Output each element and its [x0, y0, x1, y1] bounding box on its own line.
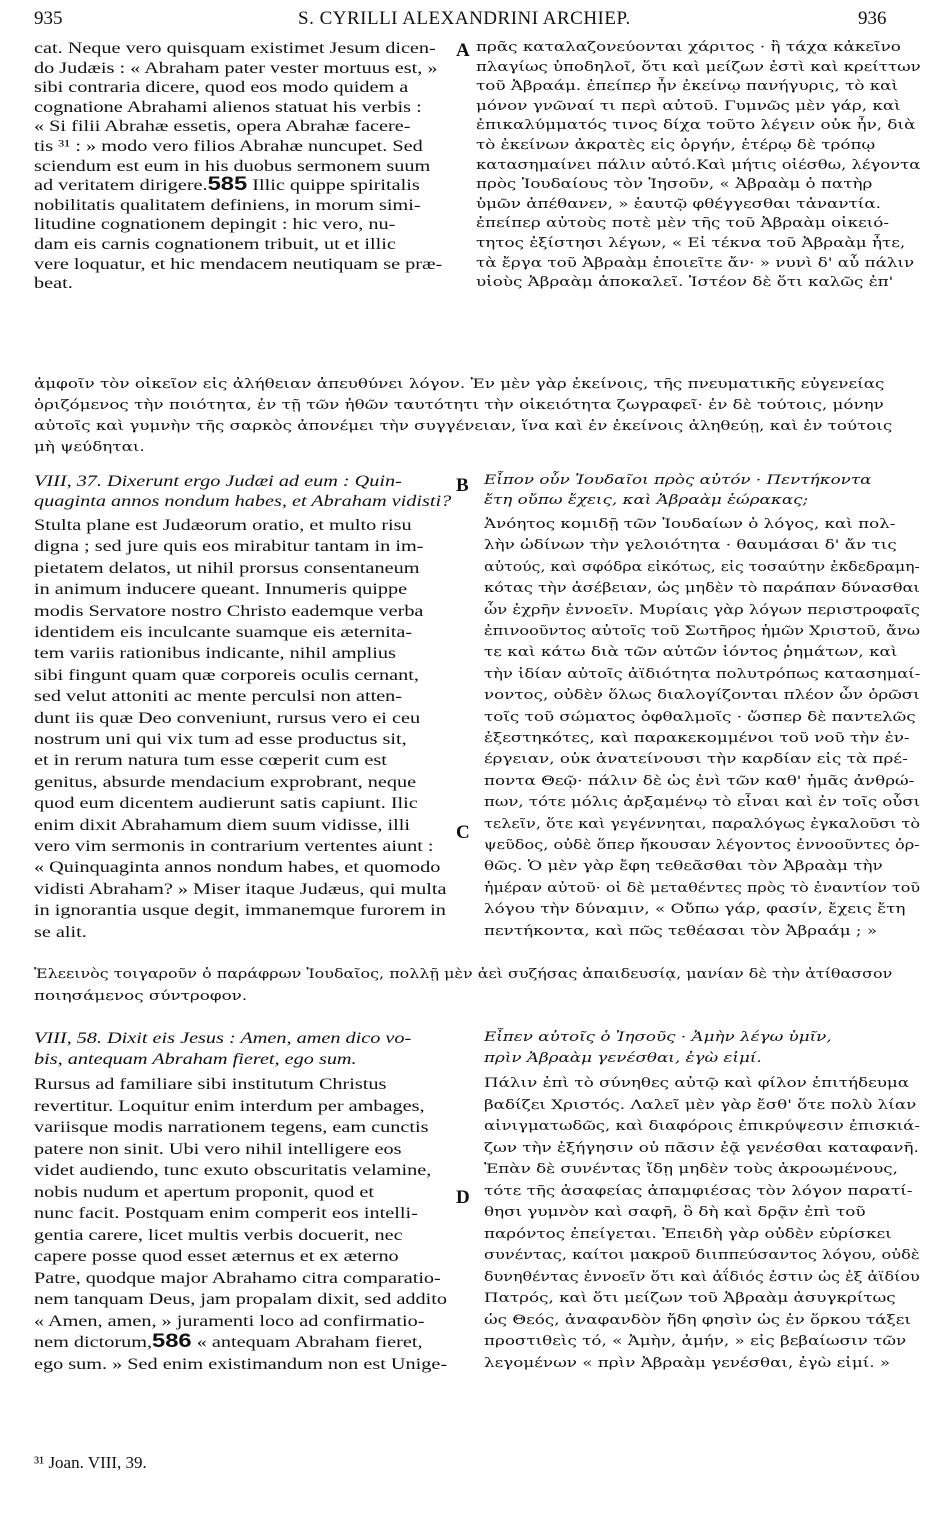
latin-line: capere posse quod esset æternus et ex æterno: [34, 1247, 399, 1265]
running-title: S. CYRILLI ALEXANDRINI ARCHIEP.: [298, 8, 631, 29]
greek-line: πλαγίως ὑποδηλοῖ, ὅτι καὶ μείζων ἐστὶ καὶ κρείττων: [476, 59, 921, 75]
margin-number: 585: [207, 174, 248, 196]
latin-line: sciendum est eum in his duobus sermonem suum: [34, 156, 431, 175]
greek-full-line: ὁριζόμενος τὴν ποιότητα, ἐν τῇ τῶν ἠθῶν ταυτότητι τὴν οἰκειότητα ζωγραφεῖ· ἐν δὲ τούτοις, μόνην: [34, 398, 884, 413]
greek-full-line: ἀμφοῖν τὸν οἰκεῖον εἰς ἀλήθειαν ἀπευθύνει λόγον. Ἐν μὲν γὰρ ἐκείνοις, τῆς πνευματικῆς εὐγενείας: [34, 377, 885, 392]
greek-line: πρᾶς καταλαζονεύονται χάριτος · ἢ τάχα κἀκεῖνο: [476, 40, 901, 55]
latin-line: modis Servatore nostro Christo eademque verba: [34, 601, 424, 620]
greek-line: υἱοὺς Ἀβραὰμ ἀποκαλεῖ. Ἰστέον δὲ ὅτι καλῶς ἐπ': [476, 275, 894, 291]
latin-line: se alit.: [34, 922, 87, 941]
greek-line: ζων τὴν ἐξήγησιν οὐ πᾶσιν ἐᾷ γενέσθαι καταφανῆ.: [484, 1140, 919, 1156]
section-marker-d: D: [456, 1187, 470, 1208]
latin-line: sibi fingunt quam quæ corporeis oculis cernant,: [34, 665, 419, 684]
page-number-right: 936: [858, 8, 887, 29]
greek-line: πων, τότε μόλις ἀρξαμένῳ τὸ εἶναι καὶ ἐν τοῖς οὖσι: [484, 795, 921, 811]
greek-line: Ἀνόητος κομιδῇ τῶν Ἰουδαίων ὁ λόγος, καὶ πολ-: [484, 517, 896, 532]
latin-line: videt audiendo, tunc exuto obscuritatis velamine,: [34, 1161, 432, 1179]
section-marker-c: C: [456, 822, 470, 843]
greek-line: ἐπινοοῦντος αὐτοῖς τοῦ Σωτῆρος ἡμῶν Χριστοῦ, ἄνω: [484, 624, 920, 639]
latin-line: nobilitatis qualitatem definiens, in morum simi-: [34, 195, 421, 214]
latin-line: tis ³¹ : » modo vero filios Abrahæ nuncupet. Sed: [34, 137, 423, 155]
greek-line: έργειαν, οὐκ ἀνατείνουσι τὴν καρδίαν εἰς τὰ πρέ-: [484, 752, 908, 768]
page-number-left: 935: [34, 8, 63, 29]
latin-line: vere loquatur, et hic mendacem neutiquam se præ-: [34, 254, 443, 273]
greek-line: αὐτούς, καὶ σφόδρα εἰκότως, εἰς τοσαύτην ἐκδεδραμη-: [484, 559, 920, 575]
latin-line: in animum inducere queant. Innumeris quippe: [34, 580, 408, 599]
latin-line: nem tanquam Deus, jam propalam dixit, sed addito: [34, 1290, 448, 1308]
section-marker-a: A: [456, 40, 470, 61]
latin-line: dam eis carnis cognationem tribuit, ut et illic: [34, 235, 396, 253]
greek-line: πεντήκοντα, καὶ πῶς τεθέασαι τὸν Ἀβραάμ ; »: [484, 923, 878, 939]
greek-heading-line: πρὶν Ἀβραὰμ γενέσθαι, ἐγὼ εἰμί.: [484, 1051, 762, 1066]
latin-line: gentia carere, licet multis verbis docuerit, nec: [34, 1225, 403, 1244]
latin-line: Stulta plane est Judæorum oratio, et multo risu: [34, 516, 412, 534]
latin-line: sibi contraria dicere, quod eos modo quidem a: [34, 78, 409, 97]
greek-heading-line: ἔτη οὔπω ἔχεις, καὶ Ἀβραὰμ ἑώρακας;: [484, 492, 809, 508]
latin-line: pietatem delatos, ut nihil prorsus consentaneum: [34, 558, 420, 577]
greek-line: αἰνιγματωδῶς, καὶ διαφόροις ἐπικρύψεσιν ἐπισκιά-: [484, 1119, 920, 1134]
latin-line: enim dixit Abrahamum diem suum vidisse, illi: [34, 815, 410, 834]
greek-line: λόγου τὴν δύναμιν, « Οὔπω γάρ, φασίν, ἔχεις ἔτη: [484, 902, 906, 918]
latin-line: et in rerum natura tum esse cœperit cum est: [34, 751, 387, 770]
greek-line: ἡμέραν αὐτοῦ· οἱ δὲ μεταθέντες πρὸς τὸ ἐναντίον τοῦ: [484, 880, 921, 896]
latin-line: cognatione Abrahami alienos statuat his verbis :: [34, 97, 422, 116]
greek-line: τὰ ἔργα τοῦ Ἀβραὰμ ἐποιεῖτε ἄν· » νυνὶ δ' αὖ πάλιν: [476, 255, 915, 271]
greek-line: προστιθεὶς τό, « Ἀμὴν, ἀμήν, » εἰς βεβαίωσιν τῶν: [484, 1334, 907, 1349]
latin-line: nostrum uni qui vix tum ad esse productus sit,: [34, 730, 407, 748]
greek-line: ὧν ἐχρῆν ἐννοεῖν. Μυρίαις γὰρ λόγων περιστροφαῖς: [484, 602, 920, 618]
latin-line: dunt iis quæ Deo conveniunt, rursus vero ei ceu: [34, 708, 421, 727]
greek-line: τοῖς τοῦ σώματος ὀφθαλμοῖς · ὥσπερ δὲ παντελῶς: [484, 709, 916, 725]
latin-line: cat. Neque vero quisquam existimet Jesum dicen-: [34, 39, 436, 57]
greek-line: λὴν ὠδίνων τὴν γελοιότητα · θαυμάσαι δ' ἄν τις: [484, 538, 897, 554]
latin-line: in ignorantia usque degit, immanemque furorem in: [34, 901, 446, 920]
latin-heading-line: bis, antequam Abraham fieret, ego sum.: [34, 1050, 357, 1068]
greek-line: ποντα Θεῷ· πάλιν δὲ ὡς ἑνὶ τῶν καθ' ἡμᾶς ἀνθρώ-: [484, 773, 915, 789]
greek-line: τὸ ἐκείνων ἀκρατὲς εἰς ὀργήν, ἑτέρῳ δὲ τρόπῳ: [476, 138, 876, 153]
greek-line: Ἐπὰν δὲ συνέντας ἴδῃ μηδὲν τοὺς ἀκροωμένους,: [484, 1162, 899, 1177]
latin-line: nunc facit. Postquam enim comperit eos intelli-: [34, 1204, 418, 1222]
latin-line: tem variis rationibus indicante, nihil amplius: [34, 644, 396, 663]
greek-line: τητος ἐξίστησι λέγων, « Εἰ τέκνα τοῦ Ἀβραὰμ ἦτε,: [476, 236, 906, 251]
greek-full-line: μὴ ψεύδηται.: [34, 440, 145, 455]
margin-number: 586: [152, 1331, 192, 1352]
section-marker-b: B: [456, 475, 469, 496]
latin-line: vero vim sermonis in contrarium vertentes aiunt :: [34, 837, 434, 855]
greek-full-line: ποιησάμενος σύντροφον.: [34, 988, 248, 1004]
greek-full-line: αὐτοῖς καὶ γυμνὴν τῆς σαρκὸς ἀπονέμει τὴν συγγένειαν, ἵνα καὶ ἐν ἐκείνοις ἀληθεύῃ, καὶ ἐν τούτοις: [34, 419, 893, 434]
latin-line: do Judæis : « Abraham pater vester mortuus est, »: [34, 58, 438, 77]
greek-line: πρὸς Ἰουδαίους τὸν Ἰησοῦν, « Ἀβραὰμ ὁ πατὴρ: [476, 177, 873, 193]
greek-line: τότε τῆς ἀσαφείας ἀπαμφιέσας τὸν λόγον παρατί-: [484, 1183, 913, 1199]
latin-line: litudine cognationem depingit : hic vero, nu-: [34, 215, 396, 234]
greek-line: τὴν ἰδίαν αὐτοῖς ἀϊδιότητα πολυτρόπως κατασημαί-: [484, 666, 921, 682]
greek-line: ψεῦδος, οὐδὲ ὅπερ ἤκουσαν λέγοντος ἐννοοῦντες ὀρ-: [484, 838, 920, 853]
latin-line: revertitur. Loquitur enim interdum per ambages,: [34, 1096, 425, 1115]
greek-line: δυνηθέντας ἐννοεῖν ὅτι καὶ ἀΐδιός ἐστιν ὡς ἐξ ἀϊδίου: [484, 1269, 920, 1285]
greek-heading-line: Εἶπεν αὐτοῖς ὁ Ἰησοῦς · Ἀμὴν λέγω ὑμῖν,: [484, 1030, 832, 1045]
latin-heading-line: quaginta annos nondum habes, et Abraham vidisti?: [34, 491, 452, 510]
latin-heading-line: VIII, 37. Dixerunt ergo Judæi ad eum : Quin-: [34, 472, 402, 490]
latin-line: identidem eis inculcante suamque eis æternita-: [34, 623, 413, 641]
latin-line: « Si filii Abrahæ essetis, opera Abrahæ facere-: [34, 117, 411, 136]
greek-line: ὡς Θεός, ἀναφανδὸν ἤδη φησὶν ὡς ἐν ὅρκου τάξει: [484, 1312, 911, 1328]
greek-line: λεγομένων « πρὶν Ἀβραὰμ γενέσθαι, ἐγὼ εἰμί. »: [484, 1355, 891, 1371]
greek-line: κότας τὴν ἀσέβειαν, ὡς μηδὲν τὸ παράπαν δύνασθαι: [484, 581, 920, 597]
greek-line: συνέντας, καίτοι μακροῦ διιππεύσαντος λόγου, οὐδὲ: [484, 1248, 920, 1263]
latin-line: « Quinquaginta annos nondum habes, et quomodo: [34, 858, 441, 877]
greek-line: ἐξεστηκότες, καὶ παρακεκομμένοι τοῦ νοῦ τὴν ἐν-: [484, 731, 910, 746]
latin-heading-line: VIII, 58. Dixit eis Jesus : Amen, amen dico vo-: [34, 1029, 412, 1047]
greek-line: μόνον γνῶναί τι περὶ αὐτοῦ. Γυμνῶς μὲν γάρ, καὶ: [476, 98, 901, 114]
greek-line: νοντος, οὐδὲν ὅλως διαλογίζονται πλέον ὧν ὁρῶσι: [484, 688, 920, 704]
latin-line: beat.: [34, 274, 73, 293]
greek-heading-line: Εἶπον οὖν Ἰουδαῖοι πρὸς αὐτόν · Πεντήκοντα: [484, 473, 872, 488]
latin-line: digna ; sed jure quis eos mirabitur tantam in im-: [34, 537, 424, 556]
greek-line: Πατρός, καὶ ὅτι μείζων τοῦ Ἀβραὰμ ἀσυγκρίτως: [484, 1291, 896, 1306]
greek-line: Πάλιν ἐπὶ τὸ σύνηθες αὐτῷ καὶ φίλον ἐπιτήδευμα: [484, 1076, 910, 1091]
footnote: ³¹ Joan. VIII, 39.: [34, 1453, 147, 1472]
latin-line-586: nem dictorum,586 « antequam Abraham fieret,: [34, 1331, 423, 1352]
latin-line: quod eum dicentem audierunt satis capiunt. Ilic: [34, 794, 418, 813]
latin-line: vidisti Abraham? » Miser itaque Judæus, qui multa: [34, 879, 447, 898]
greek-line: τε καὶ κάτω διὰ τῶν αὐτῶν ἰόντος ῥημάτων, καὶ: [484, 645, 898, 661]
latin-line: genitus, absurde mendacium exprobrant, neque: [34, 772, 417, 791]
greek-line: ἐπείπερ αὐτοὺς ποτὲ μὲν τῆς τοῦ Ἀβραὰμ οἰκειό-: [476, 216, 890, 232]
latin-line: Rursus ad familiare sibi institutum Christus: [34, 1075, 387, 1093]
latin-line-585: ad veritatem dirigere.585 Illic quippe spiritalis: [34, 174, 420, 196]
greek-full-line: Ἐλεεινὸς τοιγαροῦν ὁ παράφρων Ἰουδαῖος, πολλῇ μὲν ἀεὶ συζήσας ἀπαιδευσίᾳ, μανίαν δὲ τὴν ἀτίθασσον: [34, 967, 893, 982]
greek-line: παρόντος ἐπείγεται. Ἐπειδὴ γὰρ οὐδὲν εὑρίσκει: [484, 1226, 892, 1242]
latin-line: « Amen, amen, » juramenti loco ad confirmatio-: [34, 1311, 425, 1330]
latin-line: variisque modis narrationem tegens, eam cunctis: [34, 1118, 429, 1136]
greek-line: βαδίζει Χριστός. Λαλεῖ μὲν γὰρ ἔσθ' ὅτε πολὺ λίαν: [484, 1097, 917, 1113]
greek-line: θησι γυμνὸν καὶ σαφῆ, ὃ δὴ καὶ δρᾷν ἐπὶ τοῦ: [484, 1205, 866, 1220]
latin-line: nobis nudum et apertum proponit, quod et: [34, 1182, 375, 1201]
latin-line: sed velut attoniti ac mente perculsi non atten-: [34, 687, 403, 706]
latin-line: ego sum. » Sed enim existimandum non est Unige-: [34, 1354, 448, 1373]
greek-line: τοῦ Ἀβραάμ. ἐπείπερ ἦν ἐκείνῳ πανήγυρις, τὸ καὶ: [476, 79, 899, 95]
latin-line: Patre, quodque major Abrahamo citra comparatio-: [34, 1268, 441, 1287]
greek-line: ὑμῶν ἀπέθανεν, » ἑαυτῷ φθέγγεσθαι τἀναντία.: [476, 196, 881, 212]
greek-line: τελεῖν, ὅτε καὶ γεγέννηται, παραλόγως ἐγκαλοῦσι τὸ: [484, 816, 921, 832]
latin-line: patere non sinit. Ubi vero nihil intelligere eos: [34, 1139, 402, 1158]
greek-line: ἐπικαλύμματός τινος δίχα τοῦτο λέγειν οὐκ ἦν, διὰ: [476, 118, 916, 134]
greek-line: κατασημαίνει πάλιν αὐτό.Καὶ μήτις οἰέσθω, λέγοντα: [476, 157, 921, 173]
greek-line: θῶς. Ὁ μὲν γὰρ ἔφη τεθεᾶσθαι τὸν Ἀβραὰμ τὴν: [484, 859, 883, 875]
